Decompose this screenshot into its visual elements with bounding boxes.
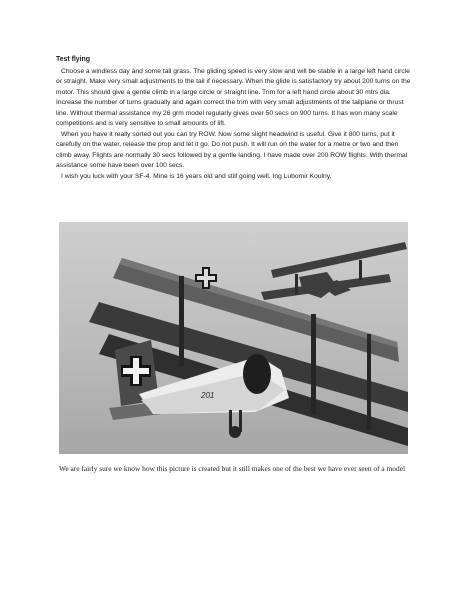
paragraph-test-flying: Choose a windless day and some tall grass. The gliding speed is very slow and will be stable in a large left hand circle or straight. Make very small adjustments to the tail if necessary. When the glide is satisfactory try about 200 turns on the motor. This should give a gentle climb in a large circle or straight line. Trim for a left hand circle about 30 mtrs dia. Increase the number of turns gradually and again correct the trim with very small adjustments of the tailplane or thrust line. Without thermal assistance my 26 grm model regularly gives over 50 secs on 900 turns. It has won many scale competitions and is very sensitive to small amounts of lift. [56,67,411,127]
article-body [56,55,412,182]
photo-caption: We are fairly sure we know how this picture is created but it still makes one of the best we have ever seen of a model [59,464,406,473]
fuselage-marking: 201 [201,391,215,400]
paragraph-sign-off: I wish you luck with your SF-4. Mine is 16 years old and still going well. Ing Lubomir Koulny. [61,172,332,180]
section-heading: Test flying [56,56,90,63]
paragraph-row: When you have it really sorted out you can try ROW. Now some slight headwind is useful. Give it 800 turns, put it carefully on the water, release the prop and let it go. Do not push. It will run on the water for a metre or two and then climb away. Flights are normally 30 secs followed by a gentle landing. I have made over 200 ROW flights. With thermal assistance some have been over 100 secs. [56,130,408,169]
triplane-photo [59,222,408,454]
